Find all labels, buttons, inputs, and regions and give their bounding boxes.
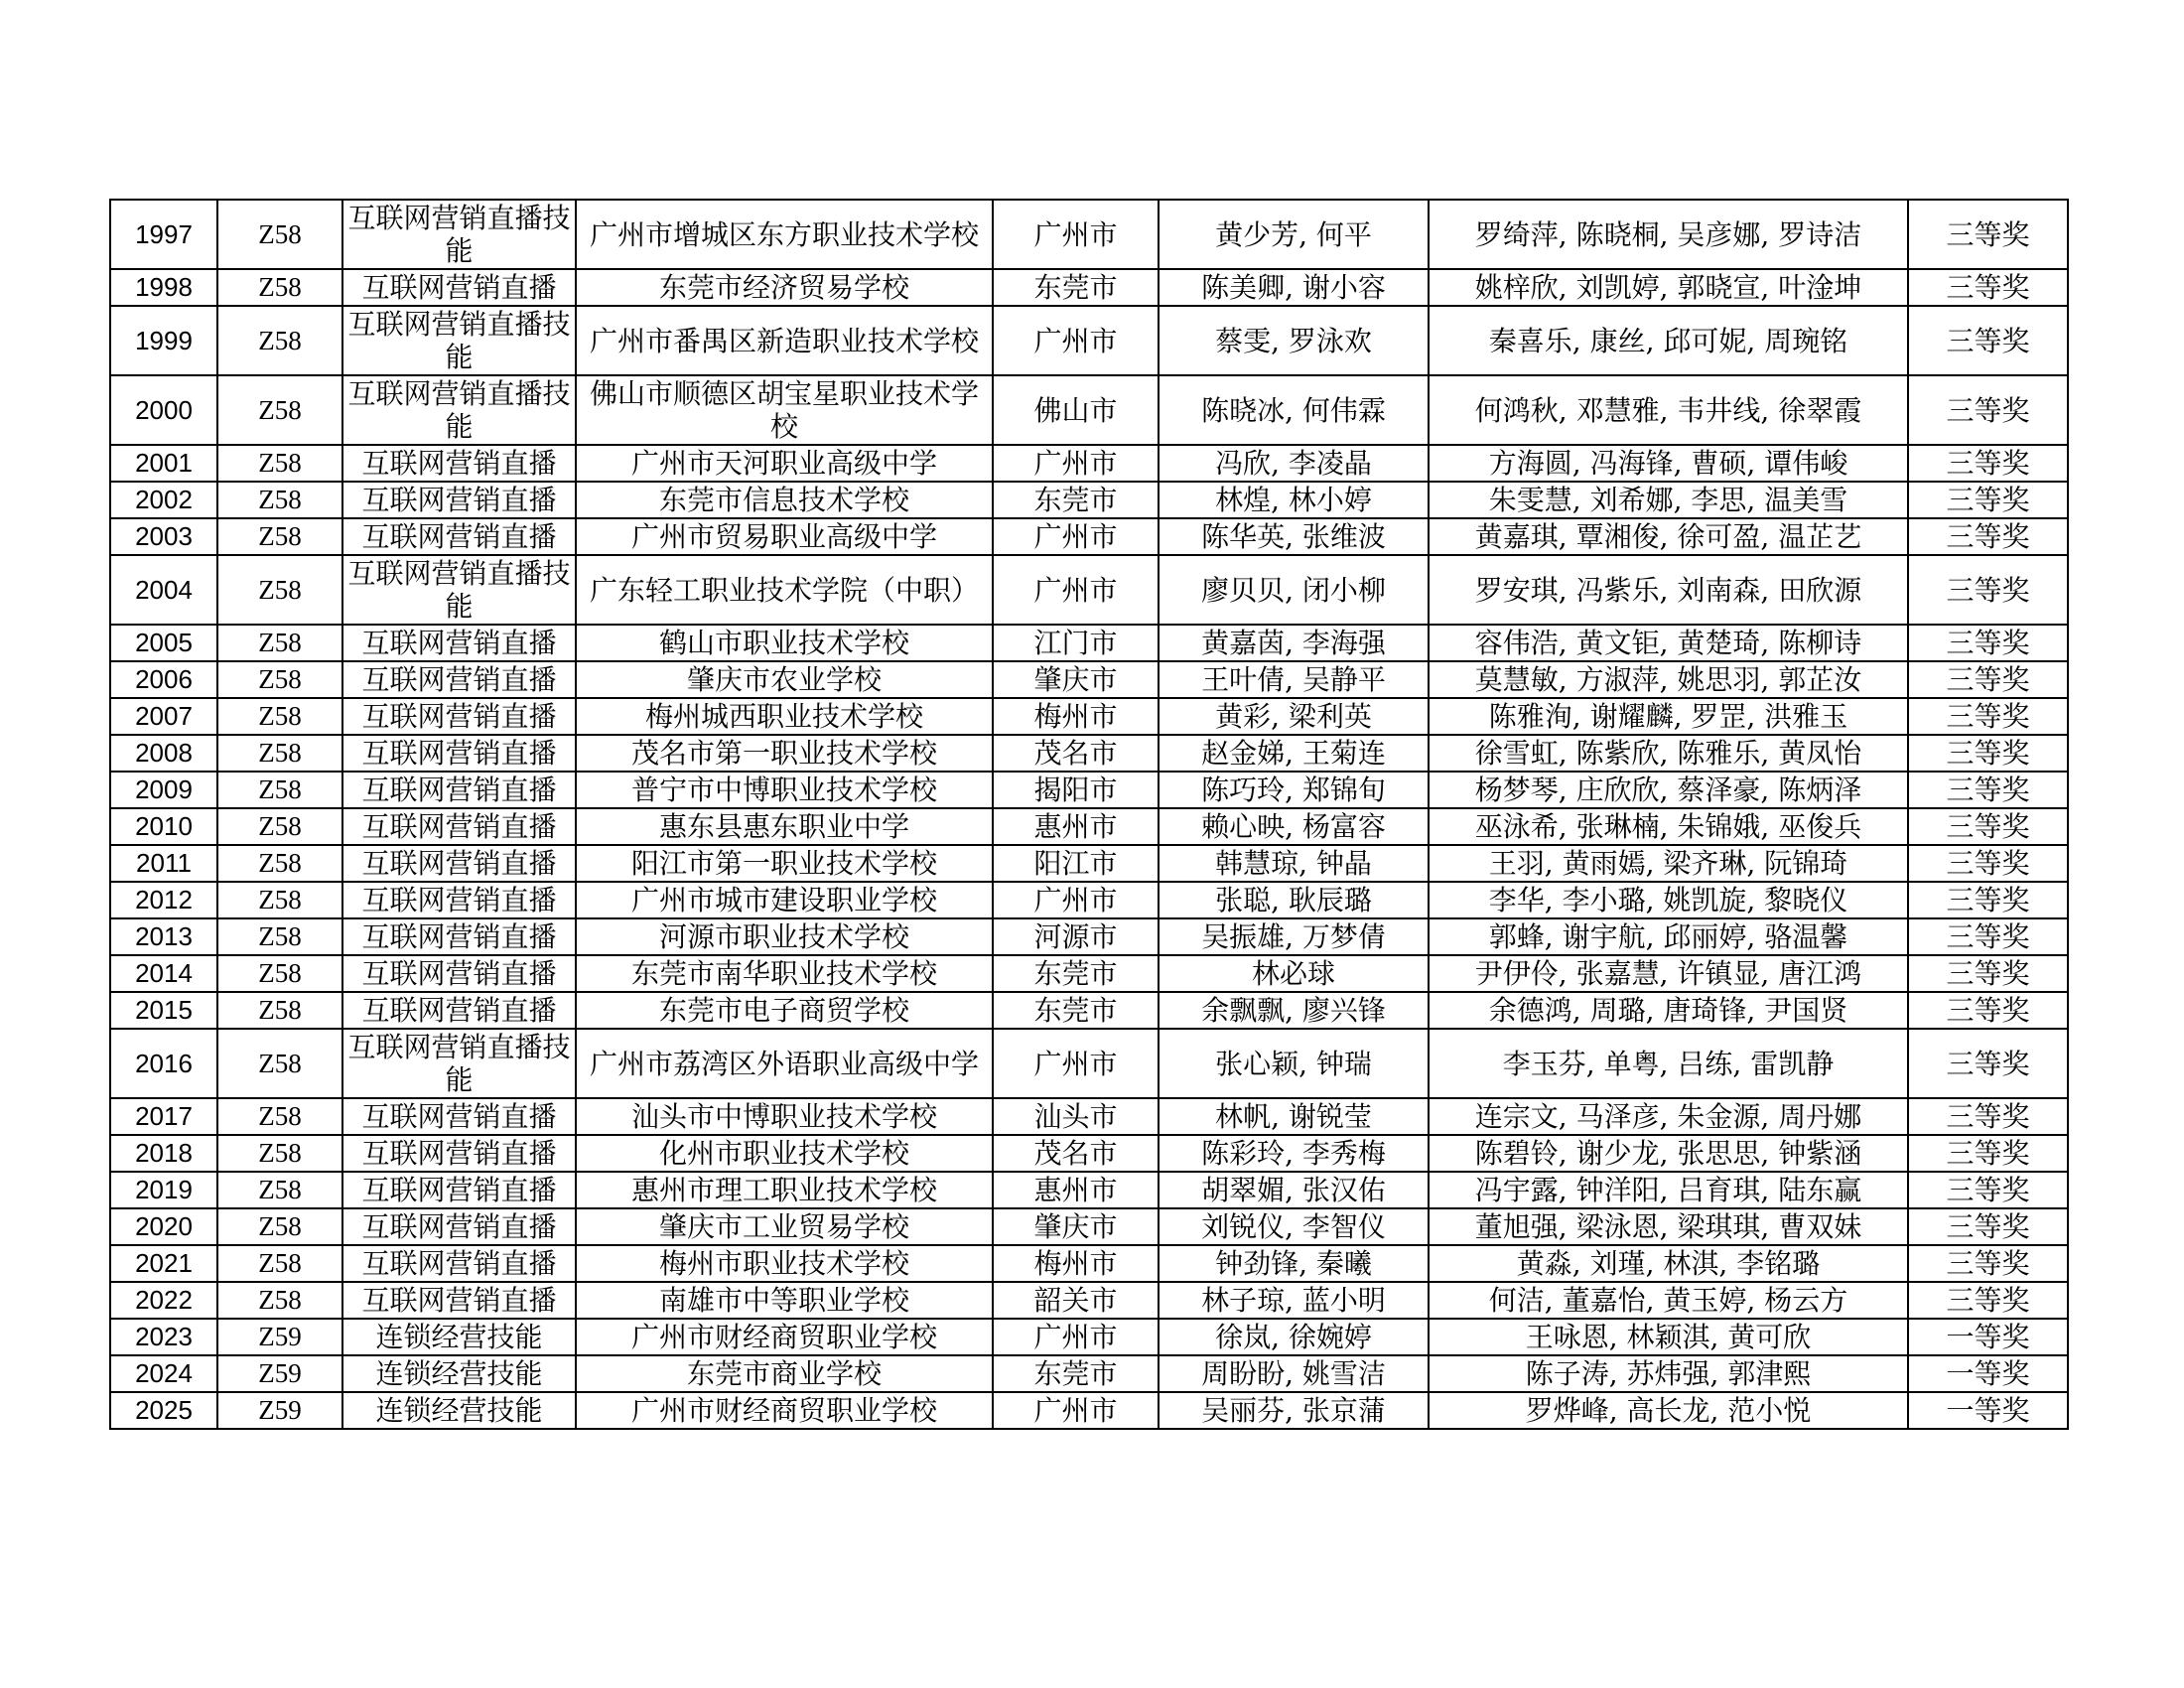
school-name-cell: 肇庆市工业贸易学校 bbox=[576, 1208, 993, 1245]
table-row bbox=[110, 482, 2068, 518]
students-cell: 罗安琪, 冯紫乐, 刘南森, 田欣源 bbox=[1429, 555, 1908, 625]
award-level-cell: 三等奖 bbox=[1908, 375, 2068, 445]
award-level-cell: 三等奖 bbox=[1908, 269, 2068, 306]
students-cell: 连宗文, 马泽彦, 朱金源, 周丹娜 bbox=[1429, 1098, 1908, 1135]
project-name-cell: 互联网营销直播 bbox=[342, 772, 576, 808]
school-name-cell: 惠东县惠东职业中学 bbox=[576, 808, 993, 845]
teachers-cell: 陈巧玲, 郑锦旬 bbox=[1159, 772, 1429, 808]
project-code-cell: Z58 bbox=[217, 845, 342, 882]
row-number-cell: 2022 bbox=[110, 1282, 217, 1319]
students-cell: 余德鸿, 周璐, 唐琦锋, 尹国贤 bbox=[1429, 992, 1908, 1029]
school-name-cell: 广州市财经商贸职业学校 bbox=[576, 1319, 993, 1355]
students-cell: 何鸿秋, 邓慧雅, 韦井线, 徐翠霞 bbox=[1429, 375, 1908, 445]
teachers-cell: 廖贝贝, 闭小柳 bbox=[1159, 555, 1429, 625]
city-cell: 广州市 bbox=[993, 1392, 1159, 1429]
table-row bbox=[110, 845, 2068, 882]
teachers-cell: 陈晓冰, 何伟霖 bbox=[1159, 375, 1429, 445]
students-cell: 莫慧敏, 方淑萍, 姚思羽, 郭芷汝 bbox=[1429, 661, 1908, 698]
school-name-cell: 广州市财经商贸职业学校 bbox=[576, 1392, 993, 1429]
students-cell: 何洁, 董嘉怡, 黄玉婷, 杨云方 bbox=[1429, 1282, 1908, 1319]
project-code-cell: Z58 bbox=[217, 1208, 342, 1245]
students-cell: 冯宇露, 钟洋阳, 吕育琪, 陆东赢 bbox=[1429, 1172, 1908, 1208]
table-row bbox=[110, 625, 2068, 661]
table-row bbox=[110, 882, 2068, 918]
city-cell: 广州市 bbox=[993, 445, 1159, 482]
project-code-cell: Z58 bbox=[217, 1135, 342, 1172]
school-name-cell: 东莞市经济贸易学校 bbox=[576, 269, 993, 306]
award-level-cell: 三等奖 bbox=[1908, 661, 2068, 698]
teachers-cell: 余飘飘, 廖兴锋 bbox=[1159, 992, 1429, 1029]
school-name-cell: 河源市职业技术学校 bbox=[576, 918, 993, 955]
row-number-cell: 2023 bbox=[110, 1319, 217, 1355]
teachers-cell: 周盼盼, 姚雪洁 bbox=[1159, 1355, 1429, 1392]
students-cell: 李玉芬, 单粤, 吕练, 雷凯静 bbox=[1429, 1029, 1908, 1098]
row-number-cell: 2020 bbox=[110, 1208, 217, 1245]
row-number-cell: 1997 bbox=[110, 200, 217, 269]
project-name-cell: 互联网营销直播 bbox=[342, 1098, 576, 1135]
teachers-cell: 赵金娣, 王菊连 bbox=[1159, 735, 1429, 772]
row-number-cell: 2001 bbox=[110, 445, 217, 482]
row-number-cell: 2009 bbox=[110, 772, 217, 808]
students-cell: 罗绮萍, 陈晓桐, 吴彦娜, 罗诗洁 bbox=[1429, 200, 1908, 269]
teachers-cell: 刘锐仪, 李智仪 bbox=[1159, 1208, 1429, 1245]
row-number-cell: 2003 bbox=[110, 518, 217, 555]
school-name-cell: 鹤山市职业技术学校 bbox=[576, 625, 993, 661]
teachers-cell: 吴丽芬, 张京蒲 bbox=[1159, 1392, 1429, 1429]
project-name-cell: 互联网营销直播 bbox=[342, 992, 576, 1029]
award-level-cell: 三等奖 bbox=[1908, 1208, 2068, 1245]
row-number-cell: 2018 bbox=[110, 1135, 217, 1172]
teachers-cell: 张心颖, 钟瑞 bbox=[1159, 1029, 1429, 1098]
teachers-cell: 冯欣, 李凌晶 bbox=[1159, 445, 1429, 482]
table-row bbox=[110, 269, 2068, 306]
table-row bbox=[110, 1282, 2068, 1319]
table-row bbox=[110, 200, 2068, 269]
teachers-cell: 林必球 bbox=[1159, 955, 1429, 992]
project-code-cell: Z58 bbox=[217, 269, 342, 306]
row-number-cell: 2011 bbox=[110, 845, 217, 882]
table-row bbox=[110, 445, 2068, 482]
project-name-cell: 互联网营销直播 bbox=[342, 845, 576, 882]
award-level-cell: 三等奖 bbox=[1908, 625, 2068, 661]
project-name-cell: 互联网营销直播 bbox=[342, 1208, 576, 1245]
table-row bbox=[110, 992, 2068, 1029]
row-number-cell: 2014 bbox=[110, 955, 217, 992]
students-cell: 罗烨峰, 高长龙, 范小悦 bbox=[1429, 1392, 1908, 1429]
school-name-cell: 广州市贸易职业高级中学 bbox=[576, 518, 993, 555]
row-number-cell: 2024 bbox=[110, 1355, 217, 1392]
table-row bbox=[110, 1098, 2068, 1135]
teachers-cell: 黄嘉茵, 李海强 bbox=[1159, 625, 1429, 661]
award-level-cell: 三等奖 bbox=[1908, 992, 2068, 1029]
project-name-cell: 互联网营销直播 bbox=[342, 445, 576, 482]
row-number-cell: 2021 bbox=[110, 1245, 217, 1282]
project-code-cell: Z58 bbox=[217, 1098, 342, 1135]
project-code-cell: Z58 bbox=[217, 1282, 342, 1319]
city-cell: 广州市 bbox=[993, 200, 1159, 269]
city-cell: 广州市 bbox=[993, 1319, 1159, 1355]
project-name-cell: 互联网营销直播 bbox=[342, 1245, 576, 1282]
row-number-cell: 2012 bbox=[110, 882, 217, 918]
award-level-cell: 三等奖 bbox=[1908, 918, 2068, 955]
row-number-cell: 2013 bbox=[110, 918, 217, 955]
teachers-cell: 赖心映, 杨富容 bbox=[1159, 808, 1429, 845]
project-code-cell: Z58 bbox=[217, 772, 342, 808]
school-name-cell: 东莞市电子商贸学校 bbox=[576, 992, 993, 1029]
project-name-cell: 连锁经营技能 bbox=[342, 1319, 576, 1355]
school-name-cell: 普宁市中博职业技术学校 bbox=[576, 772, 993, 808]
project-name-cell: 互联网营销直播 bbox=[342, 661, 576, 698]
project-name-cell: 互联网营销直播 bbox=[342, 698, 576, 735]
school-name-cell: 东莞市信息技术学校 bbox=[576, 482, 993, 518]
project-name-cell: 互联网营销直播技能 bbox=[342, 375, 576, 445]
row-number-cell: 1998 bbox=[110, 269, 217, 306]
project-code-cell: Z58 bbox=[217, 482, 342, 518]
row-number-cell: 2000 bbox=[110, 375, 217, 445]
school-name-cell: 茂名市第一职业技术学校 bbox=[576, 735, 993, 772]
row-number-cell: 2010 bbox=[110, 808, 217, 845]
award-level-cell: 三等奖 bbox=[1908, 882, 2068, 918]
project-code-cell: Z58 bbox=[217, 1245, 342, 1282]
city-cell: 东莞市 bbox=[993, 955, 1159, 992]
award-level-cell: 一等奖 bbox=[1908, 1319, 2068, 1355]
city-cell: 河源市 bbox=[993, 918, 1159, 955]
award-level-cell: 三等奖 bbox=[1908, 482, 2068, 518]
row-number-cell: 1999 bbox=[110, 306, 217, 375]
table-row bbox=[110, 698, 2068, 735]
row-number-cell: 2016 bbox=[110, 1029, 217, 1098]
project-code-cell: Z58 bbox=[217, 1029, 342, 1098]
table-row bbox=[110, 1029, 2068, 1098]
school-name-cell: 阳江市第一职业技术学校 bbox=[576, 845, 993, 882]
row-number-cell: 2008 bbox=[110, 735, 217, 772]
project-name-cell: 互联网营销直播 bbox=[342, 882, 576, 918]
project-code-cell: Z58 bbox=[217, 1172, 342, 1208]
teachers-cell: 徐岚, 徐婉婷 bbox=[1159, 1319, 1429, 1355]
teachers-cell: 韩慧琼, 钟晶 bbox=[1159, 845, 1429, 882]
school-name-cell: 广州市城市建设职业学校 bbox=[576, 882, 993, 918]
project-code-cell: Z58 bbox=[217, 882, 342, 918]
project-name-cell: 互联网营销直播技能 bbox=[342, 306, 576, 375]
award-level-cell: 三等奖 bbox=[1908, 445, 2068, 482]
city-cell: 肇庆市 bbox=[993, 661, 1159, 698]
table-row bbox=[110, 1245, 2068, 1282]
teachers-cell: 陈华英, 张维波 bbox=[1159, 518, 1429, 555]
students-cell: 李华, 李小璐, 姚凯旋, 黎晓仪 bbox=[1429, 882, 1908, 918]
city-cell: 茂名市 bbox=[993, 735, 1159, 772]
city-cell: 江门市 bbox=[993, 625, 1159, 661]
school-name-cell: 广州市增城区东方职业技术学校 bbox=[576, 200, 993, 269]
row-number-cell: 2002 bbox=[110, 482, 217, 518]
city-cell: 东莞市 bbox=[993, 1355, 1159, 1392]
city-cell: 汕头市 bbox=[993, 1098, 1159, 1135]
city-cell: 肇庆市 bbox=[993, 1208, 1159, 1245]
award-level-cell: 三等奖 bbox=[1908, 1245, 2068, 1282]
project-code-cell: Z58 bbox=[217, 735, 342, 772]
city-cell: 梅州市 bbox=[993, 1245, 1159, 1282]
project-name-cell: 互联网营销直播技能 bbox=[342, 1029, 576, 1098]
row-number-cell: 2017 bbox=[110, 1098, 217, 1135]
award-level-cell: 三等奖 bbox=[1908, 1029, 2068, 1098]
row-number-cell: 2004 bbox=[110, 555, 217, 625]
project-code-cell: Z58 bbox=[217, 661, 342, 698]
project-name-cell: 连锁经营技能 bbox=[342, 1392, 576, 1429]
teachers-cell: 王叶倩, 吴静平 bbox=[1159, 661, 1429, 698]
city-cell: 揭阳市 bbox=[993, 772, 1159, 808]
students-cell: 陈子涛, 苏炜强, 郭津熙 bbox=[1429, 1355, 1908, 1392]
project-name-cell: 连锁经营技能 bbox=[342, 1355, 576, 1392]
project-name-cell: 互联网营销直播 bbox=[342, 518, 576, 555]
city-cell: 惠州市 bbox=[993, 808, 1159, 845]
table-row bbox=[110, 1208, 2068, 1245]
project-code-cell: Z58 bbox=[217, 625, 342, 661]
project-name-cell: 互联网营销直播 bbox=[342, 918, 576, 955]
row-number-cell: 2007 bbox=[110, 698, 217, 735]
table-row bbox=[110, 955, 2068, 992]
project-code-cell: Z59 bbox=[217, 1355, 342, 1392]
school-name-cell: 南雄市中等职业学校 bbox=[576, 1282, 993, 1319]
project-code-cell: Z59 bbox=[217, 1392, 342, 1429]
project-name-cell: 互联网营销直播 bbox=[342, 1135, 576, 1172]
award-level-cell: 三等奖 bbox=[1908, 735, 2068, 772]
table-row bbox=[110, 1392, 2068, 1429]
table-row bbox=[110, 1172, 2068, 1208]
school-name-cell: 广州市荔湾区外语职业高级中学 bbox=[576, 1029, 993, 1098]
city-cell: 阳江市 bbox=[993, 845, 1159, 882]
city-cell: 梅州市 bbox=[993, 698, 1159, 735]
school-name-cell: 东莞市南华职业技术学校 bbox=[576, 955, 993, 992]
award-level-cell: 一等奖 bbox=[1908, 1392, 2068, 1429]
school-name-cell: 梅州城西职业技术学校 bbox=[576, 698, 993, 735]
teachers-cell: 张聪, 耿辰璐 bbox=[1159, 882, 1429, 918]
school-name-cell: 广州市天河职业高级中学 bbox=[576, 445, 993, 482]
table-row bbox=[110, 808, 2068, 845]
project-name-cell: 互联网营销直播技能 bbox=[342, 555, 576, 625]
city-cell: 广州市 bbox=[993, 882, 1159, 918]
award-level-cell: 三等奖 bbox=[1908, 518, 2068, 555]
students-cell: 朱雯慧, 刘希娜, 李思, 温美雪 bbox=[1429, 482, 1908, 518]
school-name-cell: 广州市番禺区新造职业技术学校 bbox=[576, 306, 993, 375]
students-cell: 黄嘉琪, 覃湘俊, 徐可盈, 温芷艺 bbox=[1429, 518, 1908, 555]
students-cell: 容伟浩, 黄文钜, 黄楚琦, 陈柳诗 bbox=[1429, 625, 1908, 661]
awards-table bbox=[109, 199, 2069, 1430]
teachers-cell: 陈彩玲, 李秀梅 bbox=[1159, 1135, 1429, 1172]
project-name-cell: 互联网营销直播 bbox=[342, 482, 576, 518]
city-cell: 东莞市 bbox=[993, 992, 1159, 1029]
teachers-cell: 黄少芳, 何平 bbox=[1159, 200, 1429, 269]
students-cell: 秦喜乐, 康丝, 邱可妮, 周琬铭 bbox=[1429, 306, 1908, 375]
row-number-cell: 2019 bbox=[110, 1172, 217, 1208]
project-code-cell: Z58 bbox=[217, 555, 342, 625]
project-code-cell: Z58 bbox=[217, 918, 342, 955]
table-row bbox=[110, 735, 2068, 772]
project-name-cell: 互联网营销直播技能 bbox=[342, 200, 576, 269]
project-name-cell: 互联网营销直播 bbox=[342, 269, 576, 306]
project-name-cell: 互联网营销直播 bbox=[342, 1172, 576, 1208]
city-cell: 东莞市 bbox=[993, 269, 1159, 306]
city-cell: 佛山市 bbox=[993, 375, 1159, 445]
project-code-cell: Z58 bbox=[217, 698, 342, 735]
students-cell: 陈雅洵, 谢耀麟, 罗罡, 洪雅玉 bbox=[1429, 698, 1908, 735]
award-level-cell: 三等奖 bbox=[1908, 955, 2068, 992]
teachers-cell: 林帆, 谢锐莹 bbox=[1159, 1098, 1429, 1135]
teachers-cell: 蔡雯, 罗泳欢 bbox=[1159, 306, 1429, 375]
city-cell: 韶关市 bbox=[993, 1282, 1159, 1319]
school-name-cell: 化州市职业技术学校 bbox=[576, 1135, 993, 1172]
project-code-cell: Z58 bbox=[217, 808, 342, 845]
students-cell: 黄淼, 刘瑾, 林淇, 李铭璐 bbox=[1429, 1245, 1908, 1282]
project-code-cell: Z58 bbox=[217, 445, 342, 482]
school-name-cell: 广东轻工职业技术学院（中职） bbox=[576, 555, 993, 625]
award-level-cell: 三等奖 bbox=[1908, 1172, 2068, 1208]
school-name-cell: 梅州市职业技术学校 bbox=[576, 1245, 993, 1282]
students-cell: 巫泳希, 张琳楠, 朱锦娥, 巫俊兵 bbox=[1429, 808, 1908, 845]
row-number-cell: 2006 bbox=[110, 661, 217, 698]
teachers-cell: 林子琼, 蓝小明 bbox=[1159, 1282, 1429, 1319]
students-cell: 陈碧铃, 谢少龙, 张思思, 钟紫涵 bbox=[1429, 1135, 1908, 1172]
students-cell: 方海圆, 冯海锋, 曹硕, 谭伟峻 bbox=[1429, 445, 1908, 482]
teachers-cell: 林煌, 林小婷 bbox=[1159, 482, 1429, 518]
city-cell: 茂名市 bbox=[993, 1135, 1159, 1172]
project-code-cell: Z59 bbox=[217, 1319, 342, 1355]
students-cell: 姚梓欣, 刘凯婷, 郭晓宣, 叶淦坤 bbox=[1429, 269, 1908, 306]
award-level-cell: 三等奖 bbox=[1908, 200, 2068, 269]
row-number-cell: 2005 bbox=[110, 625, 217, 661]
students-cell: 尹伊伶, 张嘉慧, 许镇显, 唐江鸿 bbox=[1429, 955, 1908, 992]
school-name-cell: 东莞市商业学校 bbox=[576, 1355, 993, 1392]
school-name-cell: 肇庆市农业学校 bbox=[576, 661, 993, 698]
table-row bbox=[110, 1355, 2068, 1392]
project-name-cell: 互联网营销直播 bbox=[342, 955, 576, 992]
award-rows bbox=[110, 200, 2068, 1429]
row-number-cell: 2025 bbox=[110, 1392, 217, 1429]
students-cell: 杨梦琴, 庄欣欣, 蔡泽豪, 陈炳泽 bbox=[1429, 772, 1908, 808]
award-level-cell: 三等奖 bbox=[1908, 555, 2068, 625]
award-level-cell: 三等奖 bbox=[1908, 1282, 2068, 1319]
table-row bbox=[110, 555, 2068, 625]
project-code-cell: Z58 bbox=[217, 955, 342, 992]
table-row bbox=[110, 518, 2068, 555]
project-name-cell: 互联网营销直播 bbox=[342, 625, 576, 661]
city-cell: 广州市 bbox=[993, 555, 1159, 625]
city-cell: 惠州市 bbox=[993, 1172, 1159, 1208]
table-row bbox=[110, 661, 2068, 698]
award-level-cell: 三等奖 bbox=[1908, 306, 2068, 375]
city-cell: 广州市 bbox=[993, 306, 1159, 375]
teachers-cell: 钟劲锋, 秦曦 bbox=[1159, 1245, 1429, 1282]
table-row bbox=[110, 1135, 2068, 1172]
award-level-cell: 三等奖 bbox=[1908, 1135, 2068, 1172]
table-row bbox=[110, 918, 2068, 955]
row-number-cell: 2015 bbox=[110, 992, 217, 1029]
award-level-cell: 三等奖 bbox=[1908, 698, 2068, 735]
project-name-cell: 互联网营销直播 bbox=[342, 808, 576, 845]
project-code-cell: Z58 bbox=[217, 200, 342, 269]
project-name-cell: 互联网营销直播 bbox=[342, 735, 576, 772]
project-name-cell: 互联网营销直播 bbox=[342, 1282, 576, 1319]
city-cell: 广州市 bbox=[993, 518, 1159, 555]
teachers-cell: 黄彩, 梁利英 bbox=[1159, 698, 1429, 735]
award-level-cell: 三等奖 bbox=[1908, 1098, 2068, 1135]
students-cell: 王咏恩, 林颖淇, 黄可欣 bbox=[1429, 1319, 1908, 1355]
school-name-cell: 惠州市理工职业技术学校 bbox=[576, 1172, 993, 1208]
project-code-cell: Z58 bbox=[217, 375, 342, 445]
table-row bbox=[110, 1319, 2068, 1355]
teachers-cell: 陈美卿, 谢小容 bbox=[1159, 269, 1429, 306]
award-level-cell: 三等奖 bbox=[1908, 845, 2068, 882]
students-cell: 徐雪虹, 陈紫欣, 陈雅乐, 黄凤怡 bbox=[1429, 735, 1908, 772]
award-level-cell: 三等奖 bbox=[1908, 772, 2068, 808]
table-row bbox=[110, 772, 2068, 808]
project-code-cell: Z58 bbox=[217, 992, 342, 1029]
students-cell: 董旭强, 梁泳恩, 梁琪琪, 曹双妹 bbox=[1429, 1208, 1908, 1245]
students-cell: 王羽, 黄雨嫣, 梁齐琳, 阮锦琦 bbox=[1429, 845, 1908, 882]
school-name-cell: 汕头市中博职业技术学校 bbox=[576, 1098, 993, 1135]
project-code-cell: Z58 bbox=[217, 306, 342, 375]
table-row bbox=[110, 375, 2068, 445]
table-row bbox=[110, 306, 2068, 375]
project-code-cell: Z58 bbox=[217, 518, 342, 555]
city-cell: 东莞市 bbox=[993, 482, 1159, 518]
teachers-cell: 胡翠媚, 张汉佑 bbox=[1159, 1172, 1429, 1208]
award-level-cell: 一等奖 bbox=[1908, 1355, 2068, 1392]
award-level-cell: 三等奖 bbox=[1908, 808, 2068, 845]
school-name-cell: 佛山市顺德区胡宝星职业技术学校 bbox=[576, 375, 993, 445]
students-cell: 郭蜂, 谢宇航, 邱丽婷, 骆温馨 bbox=[1429, 918, 1908, 955]
teachers-cell: 吴振雄, 万梦倩 bbox=[1159, 918, 1429, 955]
city-cell: 广州市 bbox=[993, 1029, 1159, 1098]
